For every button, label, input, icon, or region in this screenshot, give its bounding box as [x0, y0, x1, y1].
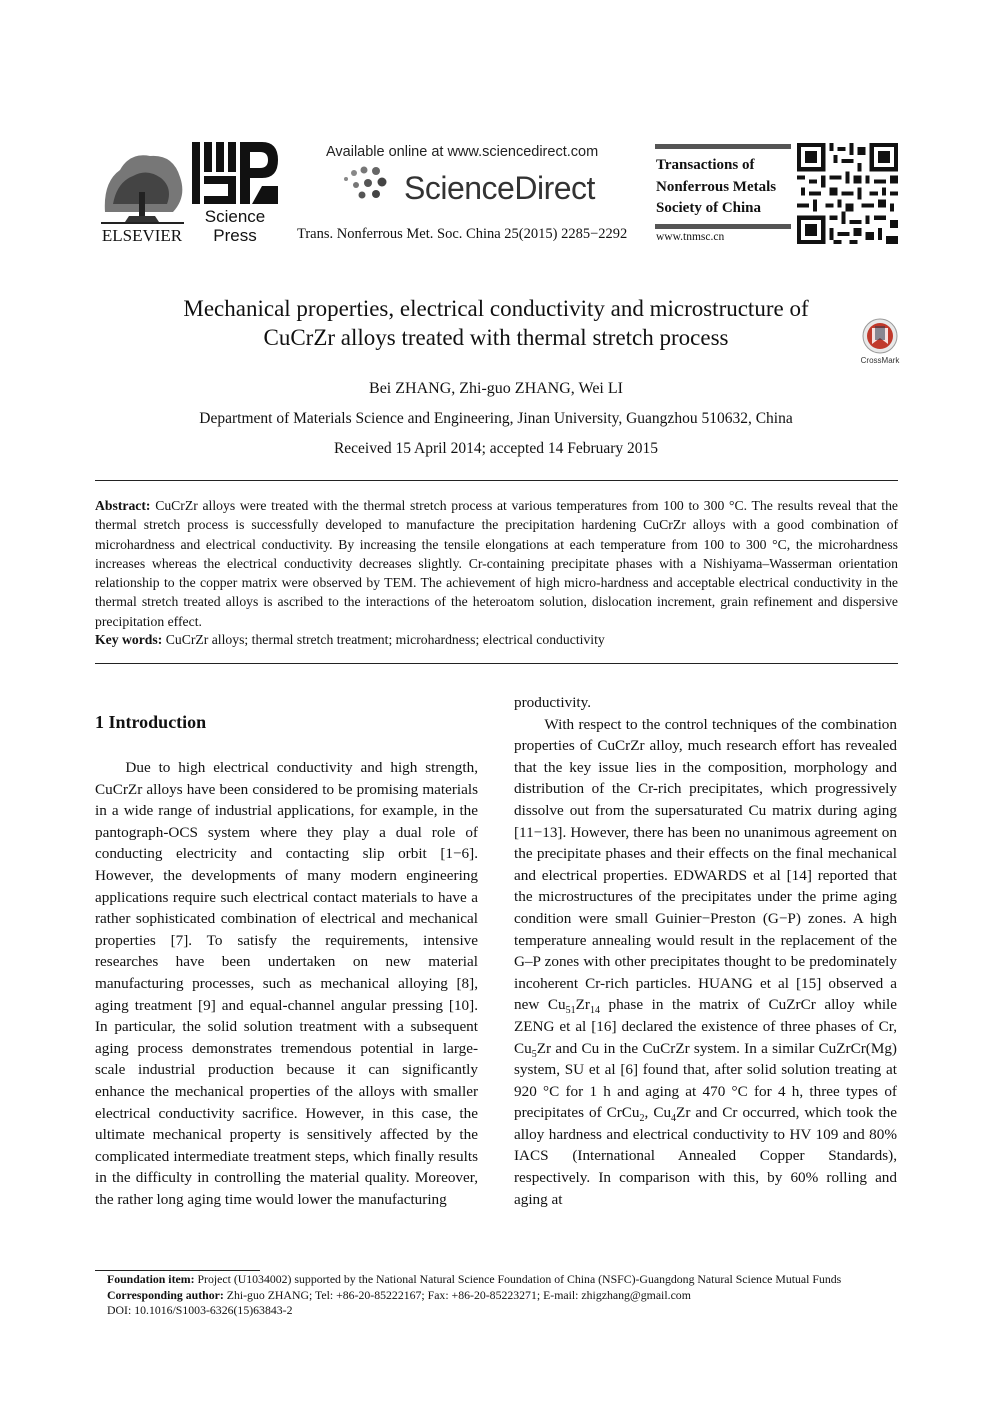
sciencedirect-dots-icon — [340, 165, 390, 201]
affiliation: Department of Materials Science and Engineering, Jinan University, Guangzhou 510632, China — [199, 410, 793, 427]
journal-name — [656, 155, 776, 220]
left-column — [95, 757, 478, 1210]
intro-paragraph-1: Due to high electrical conductivity and high strength, CuCrZr alloys have been considered to be promising materials in a wide range of industrial applications, for example, in the pantograph-OCS system where they play a dual role of conducting electricity and contacting slip orbit [1−6]. However, the developments of many modern engineering applications require such electrical contact materials to have a rather sophisticated combination of electrical and mechanical properties [7]. To satisfy the requirements, intensive researches have been undertaken on new material manufacturing processes, such as mechanical alloying [8], aging treatment [9] and equal-channel angular pressing [10]. In particular, the solid solution treatment with a subsequent aging process demonstrates tremendous potential in large-scale industrial production because it can significantly enhance the mechanical properties of the alloys with smaller electrical conductivity sacrifice. However, in this case, the ultimate mechanical property is sensitively affected by the complicated intermediate treatment steps, which finally results in the difficulty in controlling the material quality. Moreover, the rather long aging time would lower the manufacturing — [95, 759, 478, 1208]
intro-paragraph-1-end: productivity. — [514, 694, 592, 711]
authors: Bei ZHANG, Zhi-guo ZHANG, Wei LI — [369, 380, 623, 397]
keywords-text: CuCrZr alloys; thermal stretch treatment; microhardness; electrical conductivity — [165, 632, 605, 647]
footnote-rule — [95, 1270, 260, 1271]
journal-name-line1: Transactions of — [656, 157, 755, 173]
abstract-text: CuCrZr alloys were treated with the thermal stretch process at various temperatures from 100 to 300 °C. The results reveal that the thermal stretch process is successfully developed to manufacture the precipitation hardening CuCrZr alloys with a good combination of microhardness and electrical conductivity. By increasing the tensile elongations at each temperature from 100 to 300 °C, the microhardness increases whereas the electrical conductivity decreases slightly. Cr-containing precipitate phases with a Nishiyama–Wasserman orientation relationship to the copper matrix were observed by TEM. The achievement of high micro-hardness and acceptable electrical conductivity in the thermal stretch treated alloys is ascribed to the interactions of the heteroatom solution, dislocation increment, grain refinement and dispersive precipitation effect. — [95, 498, 898, 629]
article-title-line2: CuCrZr alloys treated with thermal stretch process — [263, 325, 729, 350]
corresponding-note: Corresponding author: Zhi-guo ZHANG; Tel: +86-20-85222167; Fax: +86-20-85223271; E-mail: zhigzhang@gmail.com — [107, 1287, 691, 1302]
journal-url: www.tnmsc.cn — [656, 231, 725, 243]
sp-label-2: Press — [213, 226, 257, 244]
sd-available-text: Available online at www.sciencedirect.com — [326, 144, 599, 160]
journal-name-line3: Society of China — [656, 200, 761, 216]
intro-paragraph-2: With respect to the control techniques of the combination properties of CuCrZr alloy, much research effort has revealed that the key issue lies in the composition, morphology and distribution of the Cr-rich precipitates, which progressively dissolve out from the supersaturated Cu matrix during aging [11−13]. However, there has been no unanimous agreement on the precipitate phases and their effects on the final mechanical and electrical properties. EDWARDS et al [14] reported that the microstructures of the precipitates under the prime aging condition were small Guinier−Preston (G−P) zones. A high temperature annealing would result in the replacement of the G–P zones with other precipitates thought to be predominately incoherent Cr-rich particles. HUANG et al [15] observed a new $Cu_{51}Zr_{14}$ phase in the matrix of CuZrCr alloy while ZENG et al [16] declared the existence of three phases of Cr, $Cu_5Zr$ and Cu in the CuCrZr system. In a similar CuZrCr(Mg) system, SU et al [6] found that, after solid solution treating at 920 °C for 1 h and aging at 470 °C for 4 h, three types of precipitates of CrCu$_2$, $Cu_4Zr$ and Cr occurred, which took the alloy hardness and electrical conductivity to HV 109 and 80% IACS (International Annealed Copper Standards), respectively. In comparison with this, by 60% rolling and aging at — [514, 715, 897, 1208]
elsevier-label: ELSEVIER — [101, 226, 183, 244]
crossmark-icon[interactable] — [858, 318, 902, 366]
journal-name-line2: Nonferrous Metals — [656, 178, 777, 195]
qr-code-icon — [797, 143, 898, 244]
sciencedirect-brand: ScienceDirect — [404, 170, 595, 206]
received-dates: Received 15 April 2014; accepted 14 February 2015 — [333, 440, 659, 457]
keywords — [95, 630, 898, 649]
footnotes — [107, 1272, 897, 1319]
right-column — [514, 692, 897, 1210]
crossmark-label: CrossMark — [860, 356, 900, 365]
foundation-note: Foundation item: Project (U1034002) supported by the National Natural Science Foundation of China (NSFC)-Guangdong Natural Science Mutual Funds — [107, 1272, 842, 1286]
article-title-line1: Mechanical properties, electrical conductivity and microstructure of — [183, 296, 809, 321]
abstract-label: Abstract: — [95, 498, 151, 513]
article-title — [120, 294, 872, 352]
science-press-logo — [192, 142, 278, 244]
rule-above-abstract — [95, 480, 898, 481]
keywords-label: Key words: — [95, 632, 163, 647]
journal-reference: Trans. Nonferrous Met. Soc. China 25(2015) 2285−2292 — [297, 226, 628, 242]
sp-label-1: Science — [204, 207, 266, 226]
elsevier-logo — [95, 142, 190, 244]
journal-bar-bottom — [655, 224, 791, 229]
journal-bar-top — [655, 144, 791, 149]
section-heading: 1 Introduction — [95, 712, 207, 732]
rule-below-abstract — [95, 663, 898, 664]
abstract — [95, 496, 898, 631]
doi-note: DOI: 10.1016/S1003-6326(15)63843-2 — [107, 1303, 293, 1317]
